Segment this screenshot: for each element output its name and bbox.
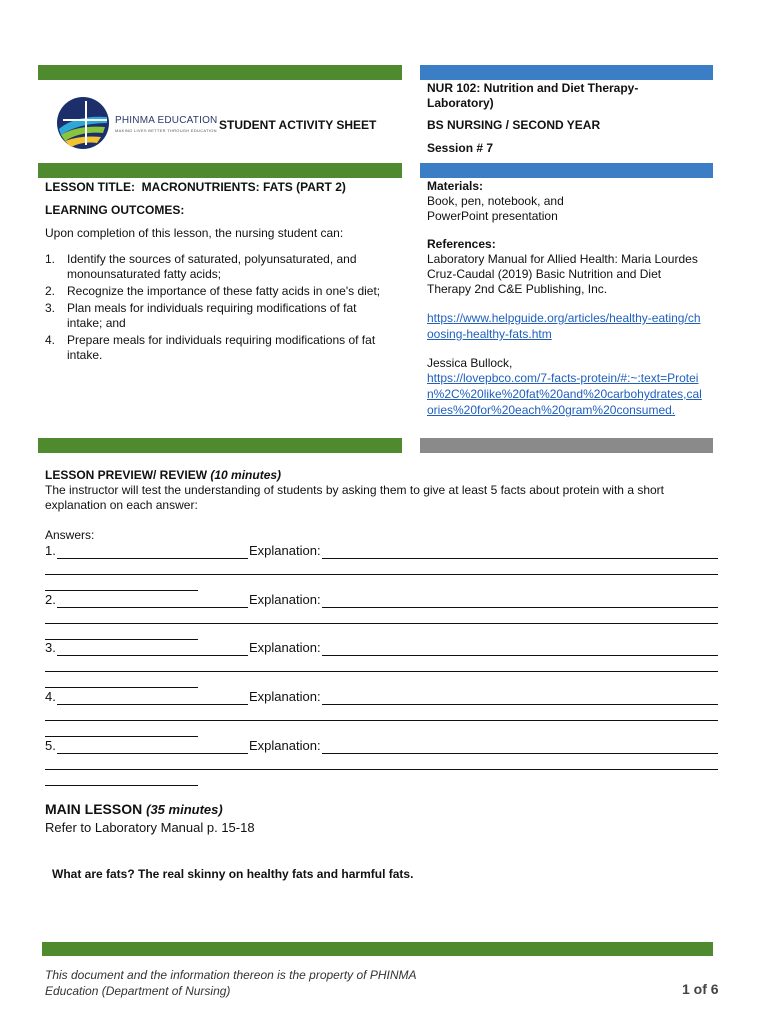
answer-number: 3. xyxy=(45,640,56,655)
section-bar-right xyxy=(420,163,713,178)
preview-heading-text: LESSON PREVIEW/ REVIEW xyxy=(45,468,208,482)
preview-heading xyxy=(45,468,281,483)
explanation-continuation-line[interactable] xyxy=(45,671,718,672)
footer-bar xyxy=(42,942,713,956)
explanation-short-line[interactable] xyxy=(45,687,198,688)
reference-link-helpguide[interactable]: https://www.helpguide.org/articles/healthy-eating/choosing-healthy-fats.htm xyxy=(427,311,701,341)
explanation-short-line[interactable] xyxy=(45,785,198,786)
explanation-input-line[interactable] xyxy=(322,655,718,656)
materials-heading: Materials: xyxy=(427,179,484,193)
outcome-text: Plan meals for individuals requiring modifications of fat intake; and xyxy=(67,301,357,330)
explanation-label: Explanation: xyxy=(249,738,321,753)
answer-input-line[interactable] xyxy=(57,655,248,656)
answer-number: 5. xyxy=(45,738,56,753)
outcomes-heading: LEARNING OUTCOMES: xyxy=(45,203,185,217)
outcome-num: 1. xyxy=(45,252,56,266)
outcome-item xyxy=(45,252,395,282)
header-bar-right xyxy=(420,65,713,80)
explanation-continuation-line[interactable] xyxy=(45,574,718,575)
logo-name: PHINMA EDUCATION xyxy=(115,115,218,126)
explanation-label: Explanation: xyxy=(249,689,321,704)
header-bar-left xyxy=(38,65,402,80)
explanation-short-line[interactable] xyxy=(45,639,198,640)
main-lesson-heading-text: MAIN LESSON xyxy=(45,801,143,817)
main-lesson-duration: (35 minutes) xyxy=(146,802,223,817)
preview-instructions: The instructor will test the understanding of students by asking them to give at least 5 facts about protein with a short explanation on each answer: xyxy=(45,483,665,512)
outcome-text: Recognize the importance of these fatty acids in one's diet; xyxy=(67,284,381,298)
reference-author: Jessica Bullock, xyxy=(427,356,513,370)
explanation-label: Explanation: xyxy=(249,543,321,558)
explanation-continuation-line[interactable] xyxy=(45,720,718,721)
sheet-title: STUDENT ACTIVITY SHEET xyxy=(219,118,377,132)
main-lesson-heading xyxy=(45,801,223,817)
answer-input-line[interactable] xyxy=(57,558,248,559)
outcome-text: Identify the sources of saturated, polyunsaturated, and monounsaturated fatty acids; xyxy=(67,252,357,281)
answer-number: 4. xyxy=(45,689,56,704)
references-text: Laboratory Manual for Allied Health: Maria Lourdes Cruz-Caudal (2019) Basic Nutrition and Diet Therapy 2nd C&E Publishing, Inc. xyxy=(427,252,698,296)
materials-text: Book, pen, notebook, and PowerPoint presentation xyxy=(427,194,564,223)
page-number: 1 of 6 xyxy=(682,981,719,997)
explanation-label: Explanation: xyxy=(249,640,321,655)
preview-duration: (10 minutes) xyxy=(210,468,282,482)
answer-input-line[interactable] xyxy=(57,753,248,754)
main-lesson-refer: Refer to Laboratory Manual p. 15-18 xyxy=(45,820,255,835)
answer-number: 2. xyxy=(45,592,56,607)
outcome-item xyxy=(45,333,395,363)
footer-disclaimer: This document and the information thereon is the property of PHINMA Education (Department of Nursing) xyxy=(45,968,417,998)
references-heading: References: xyxy=(427,237,496,251)
explanation-input-line[interactable] xyxy=(322,607,718,608)
explanation-continuation-line[interactable] xyxy=(45,769,718,770)
answer-input-line[interactable] xyxy=(57,607,248,608)
outcome-text: Prepare meals for individuals requiring modifications of fat intake. xyxy=(67,333,376,362)
outcome-item xyxy=(45,301,395,331)
explanation-short-line[interactable] xyxy=(45,590,198,591)
explanation-input-line[interactable] xyxy=(322,704,718,705)
outcome-num: 4. xyxy=(45,333,56,347)
preview-bar-left xyxy=(38,438,402,453)
outcome-num: 3. xyxy=(45,301,56,315)
section-bar-left xyxy=(38,163,402,178)
course-title: NUR 102: Nutrition and Diet Therapy-Laboratory) xyxy=(427,81,639,110)
main-lesson-question: What are fats? The real skinny on healthy fats and harmful fats. xyxy=(52,867,414,881)
phinma-logo-icon xyxy=(55,95,113,151)
answer-input-line[interactable] xyxy=(57,704,248,705)
lesson-title-label: LESSON TITLE: xyxy=(45,180,135,194)
lesson-title xyxy=(45,180,346,195)
outcomes-list xyxy=(45,252,395,365)
outcomes-intro: Upon completion of this lesson, the nursing student can: xyxy=(45,226,344,240)
outcome-num: 2. xyxy=(45,284,56,298)
lesson-title-value: MACRONUTRIENTS: FATS (PART 2) xyxy=(141,180,346,194)
preview-bar-right xyxy=(420,438,713,453)
logo-tagline: MAKING LIVES BETTER THROUGH EDUCATION xyxy=(115,128,217,133)
program-label: BS NURSING / SECOND YEAR xyxy=(427,118,601,132)
explanation-input-line[interactable] xyxy=(322,558,718,559)
reference-link-lovepbco[interactable]: https://lovepbco.com/7-facts-protein/#:~:text=Protein%2C%20like%20fat%20and%20carbohydrates,calories%20for%20each%20gram%20consumed. xyxy=(427,371,702,417)
phinma-logo xyxy=(55,95,218,151)
answer-number: 1. xyxy=(45,543,56,558)
explanation-continuation-line[interactable] xyxy=(45,623,718,624)
session-label: Session # 7 xyxy=(427,141,494,155)
outcome-item xyxy=(45,284,395,299)
explanation-input-line[interactable] xyxy=(322,753,718,754)
explanation-short-line[interactable] xyxy=(45,736,198,737)
explanation-label: Explanation: xyxy=(249,592,321,607)
answers-label: Answers: xyxy=(45,528,95,542)
